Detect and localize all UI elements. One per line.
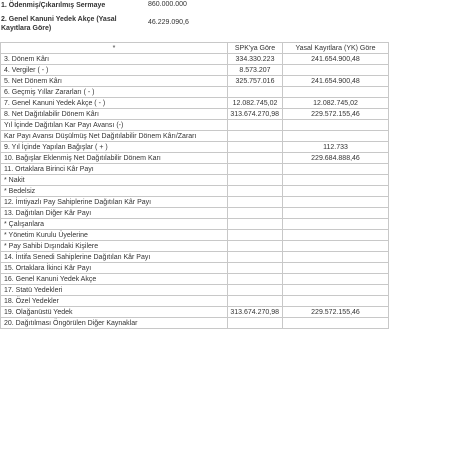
row-label: 14. İntifa Senedi Sahiplerine Dağıtılan Kâr Payı	[1, 252, 228, 263]
table-row	[1, 54, 389, 65]
row-spk-value	[228, 263, 283, 274]
row-spk-value: 334.330.223	[228, 54, 283, 65]
table-row	[1, 318, 389, 329]
row-yk-value: 241.654.900,48	[283, 54, 389, 65]
row-label: Yıl İçinde Dağıtılan Kar Payı Avansı (-)	[1, 120, 228, 131]
row-label: * Yönetim Kurulu Üyelerine	[1, 230, 228, 241]
row-spk-value	[228, 197, 283, 208]
table-row	[1, 186, 389, 197]
row-label: * Çalışanlara	[1, 219, 228, 230]
legal-reserve-label-line2: Kayıtlara Göre)	[1, 25, 52, 32]
table-row	[1, 175, 389, 186]
row-spk-value	[228, 318, 283, 329]
row-yk-value	[283, 241, 389, 252]
row-label: 10. Bağışlar Eklenmiş Net Dağıtılabilir Dönem Karı	[1, 153, 228, 164]
table-row	[1, 142, 389, 153]
row-spk-value	[228, 230, 283, 241]
table-row	[1, 98, 389, 109]
row-yk-value: 12.082.745,02	[283, 98, 389, 109]
table-row	[1, 307, 389, 318]
table-row	[1, 208, 389, 219]
row-spk-value	[228, 208, 283, 219]
row-yk-value	[283, 175, 389, 186]
row-yk-value	[283, 197, 389, 208]
row-label: 3. Dönem Kârı	[1, 54, 228, 65]
table-row	[1, 296, 389, 307]
row-spk-value	[228, 175, 283, 186]
row-spk-value	[228, 285, 283, 296]
table-row	[1, 153, 389, 164]
table-header-row	[1, 43, 389, 54]
row-spk-value	[228, 153, 283, 164]
row-label: 18. Özel Yedekler	[1, 296, 228, 307]
header-spk: SPK'ya Göre	[228, 43, 283, 54]
table-row	[1, 285, 389, 296]
table-row	[1, 131, 389, 142]
table-body	[1, 54, 389, 329]
row-label: 7. Genel Kanuni Yedek Akçe ( - )	[1, 98, 228, 109]
row-spk-value	[228, 131, 283, 142]
row-spk-value	[228, 120, 283, 131]
row-spk-value	[228, 241, 283, 252]
row-label: 5. Net Dönem Kârı	[1, 76, 228, 87]
row-spk-value	[228, 252, 283, 263]
row-yk-value	[283, 296, 389, 307]
row-yk-value: 241.654.900,48	[283, 76, 389, 87]
row-label: 20. Dağıtılması Öngörülen Diğer Kaynaklar	[1, 318, 228, 329]
row-label: 12. İmtiyazlı Pay Sahiplerine Dağıtılan Kâr Payı	[1, 197, 228, 208]
row-yk-value	[283, 219, 389, 230]
table-row	[1, 197, 389, 208]
row-spk-value: 12.082.745,02	[228, 98, 283, 109]
row-yk-value: 229.572.155,46	[283, 307, 389, 318]
row-yk-value	[283, 87, 389, 98]
row-spk-value	[228, 186, 283, 197]
row-label: * Bedelsiz	[1, 186, 228, 197]
row-label: 9. Yıl İçinde Yapılan Bağışlar ( + )	[1, 142, 228, 153]
row-yk-value	[283, 186, 389, 197]
row-yk-value	[283, 274, 389, 285]
table-row	[1, 109, 389, 120]
table-row	[1, 87, 389, 98]
profit-distribution-table	[0, 42, 389, 329]
row-label: 4. Vergiler ( - )	[1, 65, 228, 76]
paid-capital-value: 860.000.000	[148, 1, 187, 8]
row-yk-value: 229.572.155,46	[283, 109, 389, 120]
row-label: 17. Statü Yedekleri	[1, 285, 228, 296]
row-spk-value: 313.674.270,98	[228, 307, 283, 318]
table-row	[1, 274, 389, 285]
row-spk-value: 313.674.270,98	[228, 109, 283, 120]
header-star: *	[1, 43, 228, 54]
summary-header	[0, 0, 459, 42]
row-label: Kar Payı Avansı Düşülmüş Net Dağıtılabilir Dönem Kârı/Zararı	[1, 131, 228, 142]
legal-reserve-value: 46.229.090,6	[148, 19, 189, 26]
row-yk-value: 112.733	[283, 142, 389, 153]
row-yk-value	[283, 208, 389, 219]
table-row	[1, 120, 389, 131]
row-label: 13. Dağıtılan Diğer Kâr Payı	[1, 208, 228, 219]
row-label: 6. Geçmiş Yıllar Zararları ( - )	[1, 87, 228, 98]
row-yk-value	[283, 65, 389, 76]
row-yk-value	[283, 318, 389, 329]
table-row	[1, 230, 389, 241]
row-spk-value	[228, 219, 283, 230]
legal-reserve-label-line1: 2. Genel Kanuni Yedek Akçe (Yasal	[1, 16, 117, 23]
table-row	[1, 241, 389, 252]
row-yk-value	[283, 164, 389, 175]
row-spk-value	[228, 142, 283, 153]
row-label: * Nakit	[1, 175, 228, 186]
row-yk-value: 229.684.888,46	[283, 153, 389, 164]
row-label: 11. Ortaklara Birinci Kâr Payı	[1, 164, 228, 175]
row-spk-value: 8.573.207	[228, 65, 283, 76]
row-yk-value	[283, 285, 389, 296]
row-label: 15. Ortaklara İkinci Kâr Payı	[1, 263, 228, 274]
row-yk-value	[283, 120, 389, 131]
row-yk-value	[283, 131, 389, 142]
row-yk-value	[283, 252, 389, 263]
row-label: * Pay Sahibi Dışındaki Kişilere	[1, 241, 228, 252]
header-yk: Yasal Kayıtlara (YK) Göre	[283, 43, 389, 54]
row-spk-value	[228, 296, 283, 307]
table-row	[1, 65, 389, 76]
row-spk-value	[228, 164, 283, 175]
row-spk-value	[228, 274, 283, 285]
row-label: 19. Olağanüstü Yedek	[1, 307, 228, 318]
table-row	[1, 263, 389, 274]
row-spk-value: 325.757.016	[228, 76, 283, 87]
row-yk-value	[283, 230, 389, 241]
table-row	[1, 76, 389, 87]
row-spk-value	[228, 87, 283, 98]
row-label: 8. Net Dağıtılabilir Dönem Kârı	[1, 109, 228, 120]
row-label: 16. Genel Kanuni Yedek Akçe	[1, 274, 228, 285]
table-row	[1, 252, 389, 263]
paid-capital-label: 1. Ödenmiş/Çıkarılmış Sermaye	[1, 2, 106, 9]
table-row	[1, 164, 389, 175]
row-yk-value	[283, 263, 389, 274]
table-row	[1, 219, 389, 230]
